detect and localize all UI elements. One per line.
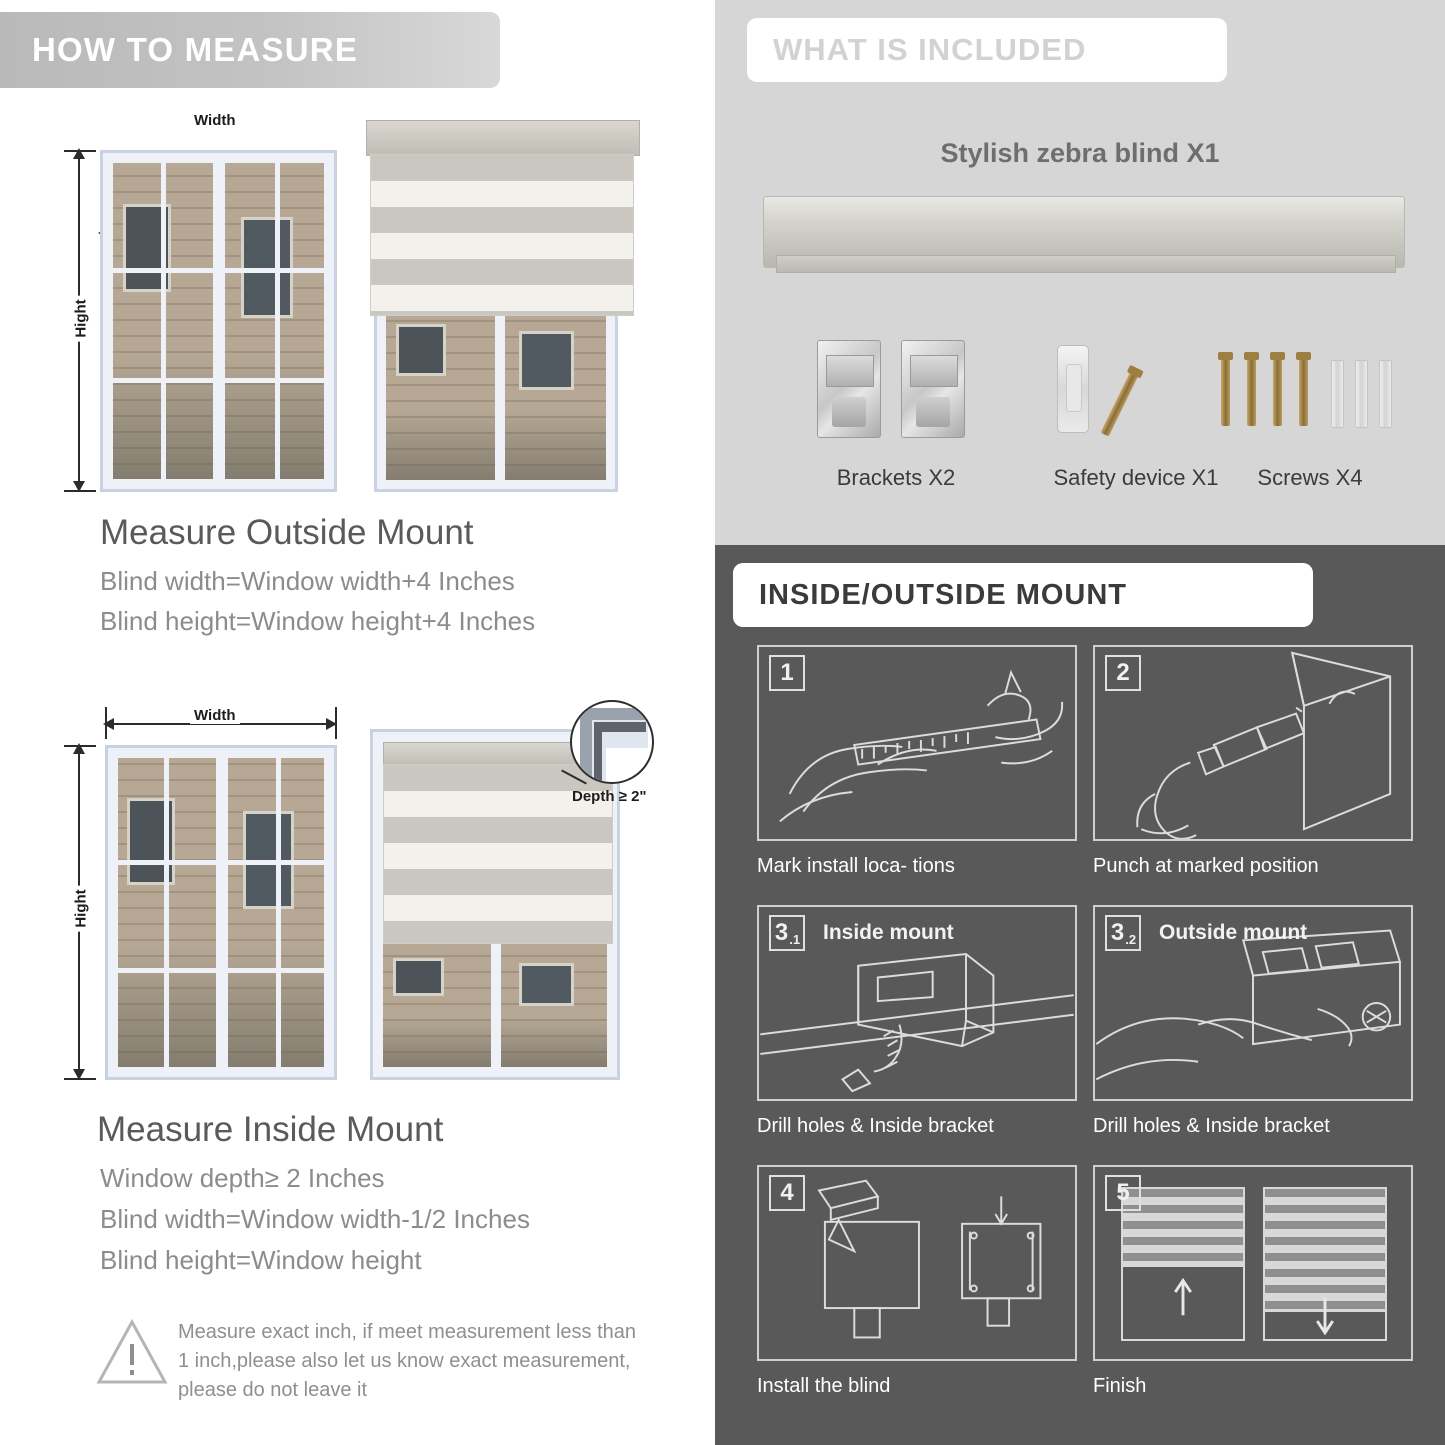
inside-mount-figure	[0, 695, 715, 1095]
inside-width-label: Width	[190, 707, 240, 724]
outside-blind-headrail	[366, 120, 640, 156]
bracket-icon	[901, 340, 965, 438]
outside-height-tick-bottom	[64, 490, 96, 492]
step-1-number: 1	[769, 655, 805, 691]
step-4-number: 4	[769, 1175, 805, 1211]
outside-blind-fabric	[370, 154, 634, 316]
inside-height-label: Hight	[73, 885, 90, 931]
step-2-number: 2	[1105, 655, 1141, 691]
outside-window-mullion-a	[161, 163, 166, 479]
screw-icon	[1273, 358, 1282, 426]
step-3-2	[1093, 905, 1413, 1155]
wall-anchor-icon	[1355, 360, 1368, 428]
outside-height-tick-top	[64, 150, 96, 152]
inside-window-rail-1	[118, 860, 324, 865]
outside-height-label: Hight	[73, 295, 90, 341]
screws-part	[1215, 340, 1425, 440]
step-3-1-inline-label: Inside mount	[823, 921, 954, 944]
step-3-1	[757, 905, 1077, 1155]
step-5-number: 5	[1105, 1175, 1141, 1211]
depth-detail-icon	[572, 702, 654, 784]
outside-window-rail-1	[113, 268, 324, 273]
outside-mount-title: Measure Outside Mount	[100, 513, 474, 552]
arrow-down-icon	[1265, 1189, 1385, 1339]
bracket-icon	[817, 340, 881, 438]
inside-height-tick-top	[64, 745, 96, 747]
hand-tape-measure-icon	[759, 647, 1075, 839]
step-3-2-caption: Drill holes & Inside bracket	[1093, 1115, 1330, 1137]
step-5-image	[1093, 1165, 1413, 1361]
step-3-2-number: 3 .2	[1105, 915, 1141, 951]
inside-window-mullion-b	[276, 758, 281, 1067]
outside-mount-line-2: Blind height=Window height+4 Inches	[100, 606, 536, 636]
zebra-blind-headrail-image	[763, 196, 1405, 268]
brackets-label: Brackets X2	[836, 465, 956, 490]
screws-label: Screws X4	[1257, 465, 1363, 490]
arrow-up-icon	[1123, 1189, 1243, 1339]
included-main-item-label: Stylish zebra blind X1	[940, 138, 1220, 168]
outside-mount-figure	[0, 100, 715, 520]
screw-icon	[1247, 358, 1256, 426]
brackets-part	[791, 340, 1003, 440]
outside-blind-window-frame	[374, 290, 618, 492]
safety-device-label: Safety device X1	[1053, 465, 1219, 490]
what-is-included-header	[747, 18, 1227, 82]
step-3-2-inline-label: Outside mount	[1159, 921, 1308, 944]
step-4-caption: Install the blind	[757, 1375, 891, 1397]
step-4-image	[757, 1165, 1077, 1361]
outside-mount-line-1: Blind width=Window width+4 Inches	[100, 566, 515, 596]
inside-mount-title: Measure Inside Mount	[97, 1110, 444, 1149]
inside-window-mullion-center	[216, 758, 228, 1067]
step-5-caption: Finish	[1093, 1375, 1147, 1397]
safety-device-icon	[1057, 345, 1089, 433]
step-1	[757, 645, 1077, 895]
screw-icon	[1299, 358, 1308, 426]
inside-outside-mount-section	[715, 545, 1445, 1445]
how-to-measure-header	[0, 12, 500, 88]
drill-icon	[1095, 647, 1411, 839]
right-column	[715, 0, 1445, 1445]
inside-mount-line-1: Window depth≥ 2 Inches	[100, 1163, 385, 1193]
depth-magnifier-circle	[570, 700, 654, 784]
inside-outside-mount-title: INSIDE/OUTSIDE MOUNT	[759, 578, 1128, 611]
step-4	[757, 1165, 1077, 1415]
outside-window-mullion-center	[213, 163, 225, 479]
depth-label: Depth ≥ 2"	[572, 788, 647, 805]
inside-window-mullion-a	[164, 758, 169, 1067]
finished-blind-right	[1263, 1187, 1387, 1341]
outside-window-frame	[100, 150, 337, 492]
inside-width-tick-right	[335, 707, 337, 739]
outside-blind-illustration	[366, 120, 646, 492]
step-1-image	[757, 645, 1077, 841]
step-2-image	[1093, 645, 1413, 841]
inside-mount-line-2: Blind width=Window width-1/2 Inches	[100, 1204, 530, 1234]
outside-window-mullion-b	[275, 163, 280, 479]
screw-icon	[1101, 371, 1139, 436]
warning-triangle-icon	[96, 1318, 168, 1388]
measure-warning-text: Measure exact inch, if meet measurement less than 1 inch,please also let us know exact measurement, please do not leave it	[178, 1321, 636, 1401]
outside-blind-window-mullion	[495, 302, 505, 480]
step-3-1-image	[757, 905, 1077, 1101]
screw-icon	[1221, 358, 1230, 426]
inside-blind-window-mullion	[491, 944, 501, 1067]
how-to-measure-title: HOW TO MEASURE	[32, 31, 359, 68]
depth-callout	[560, 700, 710, 830]
step-2-caption: Punch at marked position	[1093, 855, 1319, 877]
outside-window-rail-2	[113, 378, 324, 383]
wall-anchor-icon	[1331, 360, 1344, 428]
step-3-1-number: 3 .1	[769, 915, 805, 951]
inside-mount-line-3: Blind height=Window height	[100, 1245, 422, 1275]
inside-outside-mount-header	[733, 563, 1313, 627]
what-is-included-title: WHAT IS INCLUDED	[773, 32, 1087, 67]
how-to-measure-section	[0, 0, 715, 1445]
inside-window-frame	[105, 745, 337, 1080]
step-2	[1093, 645, 1413, 895]
inside-window-rail-2	[118, 968, 324, 973]
step-5	[1093, 1165, 1413, 1415]
step-3-1-caption: Drill holes & Inside bracket	[757, 1115, 994, 1137]
wall-anchor-icon	[1379, 360, 1392, 428]
install-blind-icon	[759, 1167, 1075, 1359]
step-3-2-image	[1093, 905, 1413, 1101]
inside-height-tick-bottom	[64, 1078, 96, 1080]
step-1-caption: Mark install loca- tions	[757, 855, 955, 877]
what-is-included-section	[715, 0, 1445, 545]
outside-width-label: Width	[190, 112, 240, 129]
inside-width-tick-left	[105, 707, 107, 739]
